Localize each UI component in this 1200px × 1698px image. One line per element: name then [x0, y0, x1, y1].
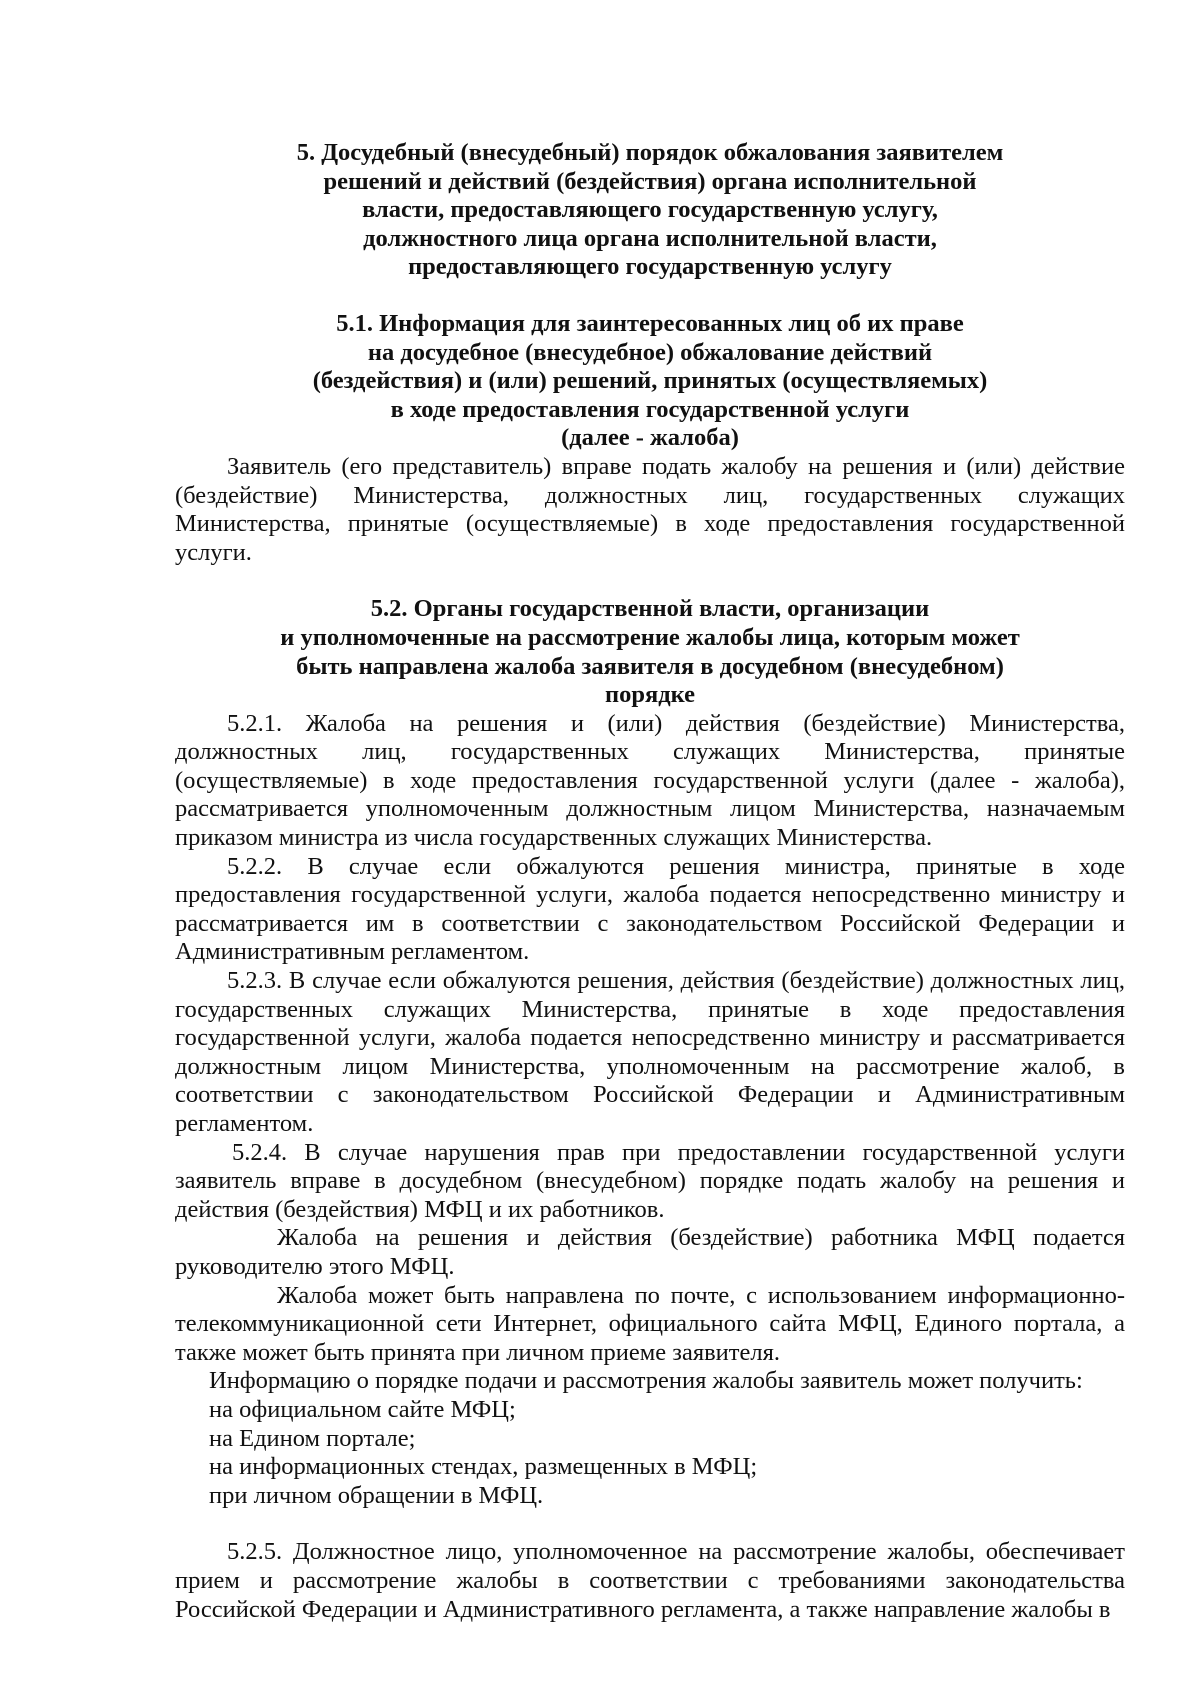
- heading-line: порядке: [604, 681, 696, 709]
- heading-line: и уполномоченные на рассмотрение жалобы лица, которым может: [280, 623, 1020, 651]
- paragraph-5-2-5: 5.2.5. Должностное лицо, уполномоченное на рассмотрение жалобы, обеспечивает прием и рассмотрение жалобы в соответствии с требованиями законодательства Российской Федерации и Административного регламента, а также направление жалобы в: [175, 1538, 1125, 1623]
- list-item: на Едином портале;: [209, 1424, 416, 1452]
- paragraph-mfc-complaint: Жалоба на решения и действия (бездействие) работника МФЦ подается руководителю этого МФЦ.: [175, 1224, 1125, 1280]
- spacer: [175, 282, 1125, 310]
- paragraph-5-2-1: 5.2.1. Жалоба на решения и (или) действия (бездействие) Министерства, должностных лиц, государственных служащих Министерства, принятые (осуществляемые) в ходе предоставления государственной услуги (далее - жалоба), рассматривается уполномоченным должностным лицом Министерства, назначаемым приказом министра из числа государственных служащих Министерства.: [175, 709, 1125, 852]
- heading-line: 5. Досудебный (внесудебный) порядок обжалования заявителем: [296, 139, 1004, 166]
- paragraph-5-2-2: 5.2.2. В случае если обжалуются решения министра, принятые в ходе предоставления государственной услуги, жалоба подается непосредственно министру и рассматривается им в соответствии с законодательством Российской Федерации и Административным регламентом.: [175, 852, 1125, 966]
- heading-line: должностного лица органа исполнительной власти,: [363, 224, 937, 252]
- list-item: на официальном сайте МФЦ;: [209, 1395, 516, 1423]
- section-5-heading: [175, 139, 1125, 282]
- heading-line: (далее - жалоба): [561, 424, 739, 452]
- paragraph-5-1: Заявитель (его представитель) вправе подать жалобу на решения и (или) действие (бездействие) Министерства, должностных лиц, государственных служащих Министерства, принятые (осуществляемые) в ходе предоставления государственной услуги.: [175, 452, 1125, 566]
- heading-line: быть направлена жалоба заявителя в досудебном (внесудебном): [296, 652, 1004, 680]
- heading-line: 5.1. Информация для заинтересованных лиц об их праве: [336, 309, 964, 337]
- section-5-1-heading: [175, 310, 1125, 453]
- heading-line: на досудебное (внесудебное) обжалование действий: [367, 338, 933, 366]
- section-5-2-heading: [175, 595, 1125, 709]
- list-item: Информацию о порядке подачи и рассмотрения жалобы заявитель может получить:: [209, 1367, 1083, 1395]
- list-item: при личном обращении в МФЦ.: [209, 1481, 544, 1509]
- spacer: [175, 567, 1125, 595]
- list-item: на информационных стендах, размещенных в МФЦ;: [209, 1453, 758, 1481]
- spacer: [175, 1510, 1125, 1538]
- heading-line: власти, предоставляющего государственную услугу,: [362, 196, 938, 224]
- heading-line: 5.2. Органы государственной власти, организации: [370, 595, 930, 623]
- heading-line: в ходе предоставления государственной услуги: [390, 395, 910, 423]
- paragraph-mfc-channels: Жалоба может быть направлена по почте, с использованием информационно-телекоммуникационной сети Интернет, официального сайта МФЦ, Единого портала, а также может быть принята при личном приеме заявителя.: [175, 1281, 1125, 1366]
- paragraph-5-2-4: 5.2.4. В случае нарушения прав при предоставлении государственной услуги заявитель вправе в досудебном (внесудебном) порядке подать жалобу на решения и действия (бездействия) МФЦ и их работников.: [175, 1138, 1125, 1223]
- info-list: [175, 1367, 1125, 1510]
- heading-line: предоставляющего государственную услугу: [408, 253, 892, 281]
- document-body: [175, 139, 1125, 1624]
- heading-line: (бездействия) и (или) решений, принятых (осуществляемых): [312, 367, 988, 395]
- paragraph-5-2-3: 5.2.3. В случае если обжалуются решения, действия (бездействие) должностных лиц, государственных служащих Министерства, принятые в ходе предоставления государственной услуги, жалоба подается непосредственно министру и рассматривается должностным лицом Министерства, уполномоченным на рассмотрение жалоб, в соответствии с законодательством Российской Федерации и Административным регламентом.: [175, 967, 1125, 1137]
- heading-line: решений и действий (бездействия) органа исполнительной: [323, 167, 977, 195]
